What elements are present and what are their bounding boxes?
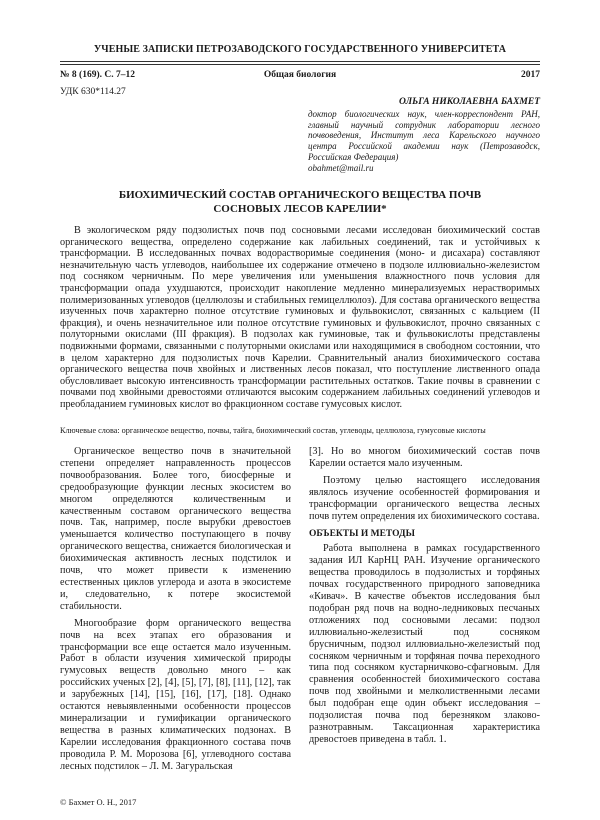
body-paragraph: Органическое вещество почв в значительной степени определяет направленность процессов почвообразования. Более того, биосферные и средообразующие функции лесных экосистем во многом определяются количественным и качественным составом органического вещества почв. Так, например, после вырубки древостоев уменьшается количество поступающего в почву органического вещества, снижается биологическая и биохимическая активность лесных подстилок и почв, что может привести к изменению естественных циклов углерода и азота в экосистеме и, следовательно, к потере экосистемой стабильности. — [60, 446, 291, 612]
article-title — [60, 188, 540, 216]
body-paragraph: Многообразие форм органического вещества почв на всех этапах его образования и трансформации все еще остается мало изученным. Работ в области изучения химической природы гумусовых веществ довольно много – как российских ученых [2], [4], [5], [7], [8], [11], [12], так и зарубежных [14], [15], [16], [17], [18]. Однако остаются невыявленными особенности процессов минерализации и гумификации органического вещества в разных климатических подзонах. В Карелии исследования фракционного состава почв проводила Р. М. Морозова [6], углеводного состава лесных подстилок – Л. М. Загуральская — [60, 617, 291, 772]
header-rule-top — [60, 61, 540, 62]
body-column-right — [309, 446, 540, 746]
body-paragraph: [3]. Но во многом биохимический состав почв Карелии остается мало изученным. — [309, 446, 540, 469]
body-column-left — [60, 446, 291, 772]
section-name: Общая биология — [263, 70, 337, 80]
copyright: © Бахмет О. Н., 2017 — [60, 797, 137, 807]
title-line-2: СОСНОВЫХ ЛЕСОВ КАРЕЛИИ* — [213, 203, 387, 215]
abstract: В экологическом ряду подзолистых почв под сосновыми лесами исследован биохимический состав органического вещества, определено содержание как лабильных соединений, так и устойчивых к трансформации. В исследованных почвах водорастворимые соединения (моно- и дисахара) составляют незначительную часть углеводов, наибольшее их содержание отмечено в подзоле иллювиально-железистом под сосняком черничным. По мере увеличения или уменьшения влажностного почв условия для трансформации опада ухудшаются, происходит накопление медленно минерализуемых нерастворимых полимеризованных углеводов (целлюлозы и стабильных гемицеллюлоз). Для состава органического вещества изученных почв характерно полное отсутствие гуминовых и фульвокислот, связанных с кальцием (II фракция), и очень незначительное или полное отсутствие гуминовых и фульвокислот, прочно связанных с полуторными окислами (III фракция). В подзолах как гуминовые, так и фульвокислоты представлены подвижными формами, связанными с полуторными окислами или находящимися в свободном состоянии, что в целом характерно для подзолистых почв Карелии. Сравнительный анализ биохимического состава органического вещества почв хвойных и лиственных лесов показал, что поступление лиственного опада обусловливает высокую интенсивность трансформации растительных остатков. Такие почвы в сравнении с почвами под хвойными древостоями отличаются высоким содержанием лабильных соединений углеводов и преобладанием гуминовых кислот во фракционном составе гумусовых кислот. — [60, 225, 540, 410]
header-rule-bottom — [60, 64, 540, 65]
body-paragraph: Поэтому целью настоящего исследования являлось изучение особенностей формирования и трансформации органического вещества лесных почв путем определения их биохимического состава. — [309, 474, 540, 522]
issue-number: № 8 (169). С. 7–12 — [60, 70, 135, 80]
author-email[interactable]: obahmet@mail.ru — [308, 162, 374, 173]
author-name: ОЛЬГА НИКОЛАЕВНА БАХМЕТ — [399, 97, 540, 107]
title-line-1: БИОХИМИЧЕСКИЙ СОСТАВ ОРГАНИЧЕСКОГО ВЕЩЕСТВА ПОЧВ — [118, 189, 482, 201]
author-affiliation: доктор биологических наук, член-корреспондент РАН, главный научный сотрудник лаборатории лесного почвоведения, Институт леса Карельского научного центра Российской академии наук (Петрозаводск, Российская Федерация) — [308, 108, 540, 162]
author-block — [308, 97, 540, 174]
udk-code: УДК 630*114.27 — [60, 87, 126, 97]
body-paragraph: Работа выполнена в рамках государственного задания ИЛ КарНЦ РАН. Изучение органического вещества проводилось в подзолистых и торфяных почвах государственного природного заповедника «Кивач». В качестве объектов исследования был подобран ряд почв на водно-ледниковых песчаных отложениях под сосновыми лесами: подзол иллювиально-железистый под сосняком брусничным, подзол иллювиально-железистый под сосняком черничным и торфяная почва переходного типа под сосняком кустарничково-сфагновым. Для сравнения особенностей биохимического состава почв под хвойными и мелколиственными лесами был подобран еще один объект исследования – подзолистая почва под березняком злаково-разнотравным. Таксационная характеристика древостоев приведена в табл. 1. — [309, 543, 540, 745]
journal-header: УЧЕНЫЕ ЗАПИСКИ ПЕТРОЗАВОДСКОГО ГОСУДАРСТВЕННОГО УНИВЕРСИТЕТА — [93, 44, 507, 55]
publication-year: 2017 — [521, 70, 540, 80]
section-heading: ОБЪЕКТЫ И МЕТОДЫ — [309, 529, 415, 540]
issue-meta-row — [60, 70, 540, 84]
keywords: Ключевые слова: органическое вещество, почвы, тайга, биохимический состав, углеводы, целлюлоза, гумусовые кислоты — [60, 426, 486, 435]
